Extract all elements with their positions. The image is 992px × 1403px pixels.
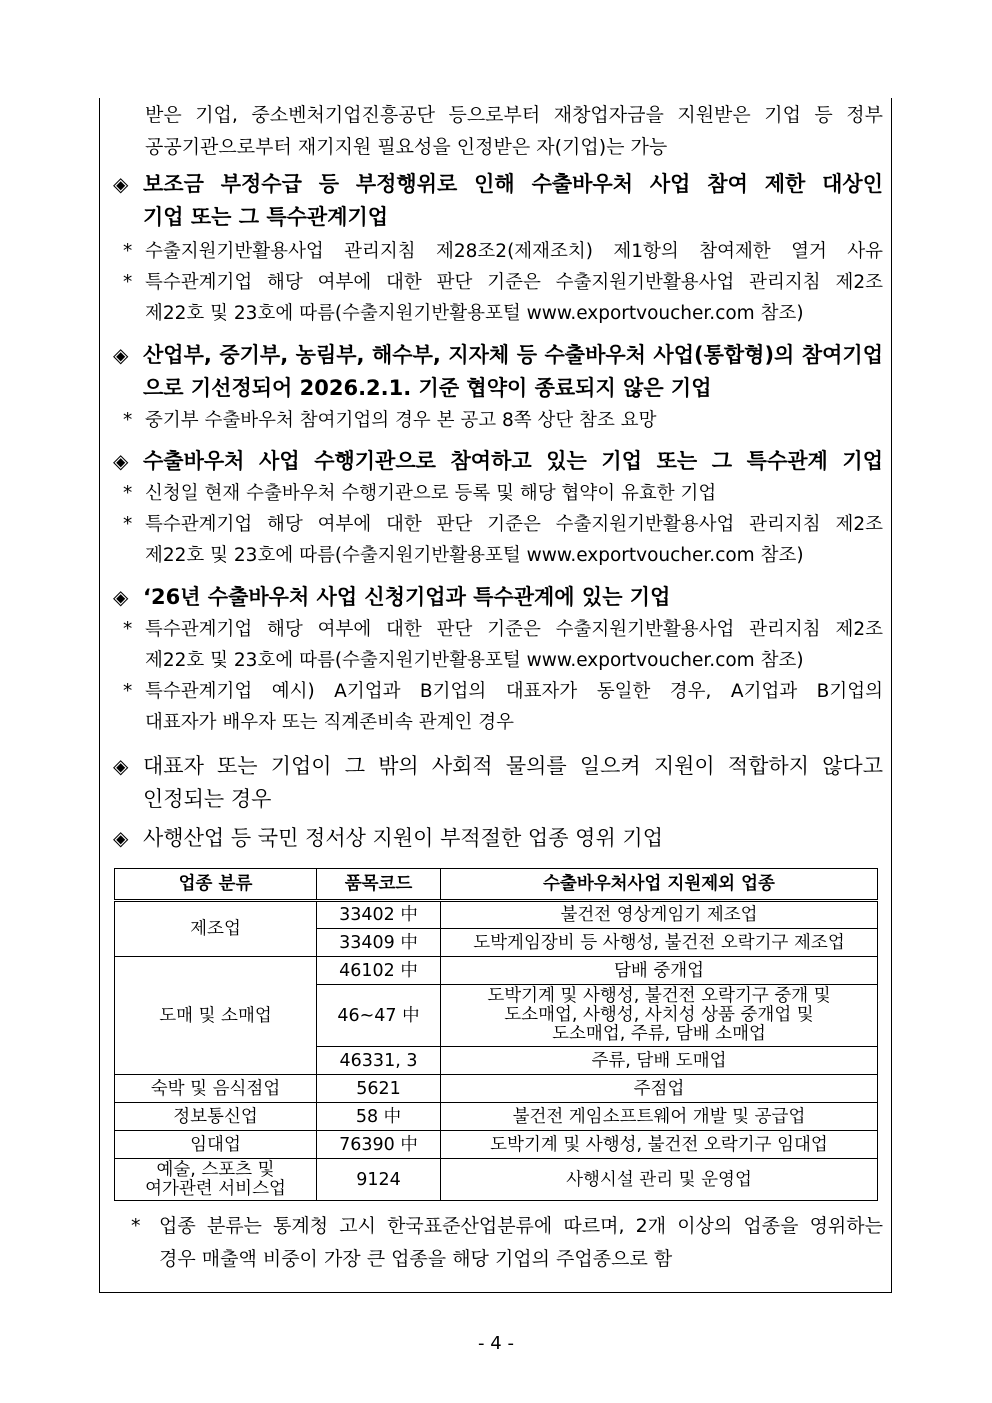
- item-note: 특수관계기업 해당 여부에 대한 판단 기준은 수출지원기반활용사업 관리지침 제2조: [145, 514, 883, 535]
- diamond-bullet-icon: ◈: [113, 585, 129, 609]
- category-cell: [115, 1159, 317, 1201]
- category-cell: 도매 및 소매업: [115, 957, 317, 1075]
- category-cell: 정보통신업: [115, 1103, 317, 1131]
- item-note: 제22호 및 23호에 따름(수출지원기반활용포털 www.exportvoucher.com 참조): [145, 545, 804, 566]
- excluded-industries-table: [114, 868, 878, 1201]
- exclusion-item-1: [113, 168, 883, 329]
- continuation-text: [113, 99, 883, 163]
- code-cell: 33409 中: [317, 929, 441, 957]
- item-heading: 기업 또는 그 특수관계기업: [143, 205, 389, 229]
- item-heading: 대표자 또는 기업이 그 밖의 사회적 물의를 일으켜 지원이 적합하지 않다고: [143, 754, 883, 778]
- diamond-bullet-icon: ◈: [113, 343, 129, 367]
- diamond-bullet-icon: ◈: [113, 826, 129, 850]
- footnote-line: 경우 매출액 비중이 가장 큰 업종을 해당 기업의 주업종으로 함: [159, 1248, 673, 1270]
- item-heading: 산업부, 중기부, 농림부, 해수부, 지자체 등 수출바우처 사업(통합형)의 참여기업: [143, 343, 883, 367]
- code-cell: 76390 中: [317, 1131, 441, 1159]
- desc-cell: 도박기계 및 사행성, 불건전 오락기구 임대업: [441, 1131, 878, 1159]
- code-cell: 58 中: [317, 1103, 441, 1131]
- diamond-bullet-icon: ◈: [113, 754, 129, 778]
- item-heading: 수출바우처 사업 수행기관으로 참여하고 있는 기업 또는 그 특수관계 기업: [143, 449, 883, 473]
- star-bullet-icon: *: [123, 241, 133, 262]
- footnote-line: 업종 분류는 통계청 고시 한국표준산업분류에 따르며, 2개 이상의 업종을 영위하는: [159, 1215, 883, 1237]
- star-bullet-icon: *: [123, 272, 133, 293]
- item-heading: 인정되는 경우: [143, 787, 272, 811]
- item-note: 신청일 현재 수출바우처 수행기관으로 등록 및 해당 협약이 유효한 기업: [145, 483, 717, 504]
- diamond-bullet-icon: ◈: [113, 449, 129, 473]
- item-note: 제22호 및 23호에 따름(수출지원기반활용포털 www.exportvoucher.com 참조): [145, 650, 804, 671]
- item-note: 대표자가 배우자 또는 직계존비속 관계인 경우: [145, 712, 514, 733]
- table-header-cell: 수출바우처사업 지원제외 업종: [441, 869, 878, 901]
- category-line: 여가관련 서비스업: [145, 1178, 286, 1199]
- desc-line: 도소매업, 사행성, 사치성 상품 중개업 및: [504, 1005, 814, 1025]
- desc-cell: [441, 985, 878, 1047]
- page-number: - 4 -: [478, 1333, 514, 1354]
- star-bullet-icon: *: [123, 681, 133, 702]
- star-bullet-icon: *: [123, 619, 133, 640]
- star-bullet-icon: *: [131, 1215, 141, 1237]
- text-line: 받은 기업, 중소벤처기업진흥공단 등으로부터 재창업자금을 지원받은 기업 등 정부: [145, 104, 883, 126]
- item-note: 수출지원기반활용사업 관리지침 제28조2(제재조치) 제1항의 참여제한 열거 사유: [145, 241, 883, 262]
- table-header-cell: 품목코드: [317, 869, 441, 901]
- code-cell: 9124: [317, 1159, 441, 1201]
- code-cell: 5621: [317, 1075, 441, 1103]
- item-heading: 보조금 부정수급 등 부정행위로 인해 수출바우처 사업 참여 제한 대상인: [143, 172, 883, 196]
- code-cell: 33402 中: [317, 901, 441, 929]
- exclusion-item-4: [113, 581, 883, 738]
- item-note: 제22호 및 23호에 따름(수출지원기반활용포털 www.exportvoucher.com 참조): [145, 303, 804, 324]
- desc-cell: 도박게임장비 등 사행성, 불건전 오락기구 제조업: [441, 929, 878, 957]
- table-row: [115, 1075, 878, 1103]
- item-heading: 사행산업 등 국민 정서상 지원이 부적절한 업종 영위 기업: [143, 826, 663, 850]
- table-header-row: [115, 869, 878, 901]
- desc-cell: 담배 중개업: [441, 957, 878, 985]
- diamond-bullet-icon: ◈: [113, 172, 129, 196]
- table-footnote: [113, 1210, 883, 1276]
- exclusion-item-6: [113, 822, 883, 855]
- exclusion-item-2: [113, 339, 883, 436]
- table-row: [115, 1103, 878, 1131]
- star-bullet-icon: *: [123, 483, 133, 504]
- item-note: 중기부 수출바우처 참여기업의 경우 본 공고 8쪽 상단 참조 요망: [145, 410, 657, 431]
- desc-line: 도박기계 및 사행성, 불건전 오락기구 중개 및: [487, 986, 831, 1006]
- desc-cell: 불건전 게임소프트웨어 개발 및 공급업: [441, 1103, 878, 1131]
- category-cell: 제조업: [115, 901, 317, 957]
- item-note: 특수관계기업 해당 여부에 대한 판단 기준은 수출지원기반활용사업 관리지침 제2조: [145, 619, 883, 640]
- exclusion-item-3: [113, 445, 883, 571]
- table-row: [115, 1159, 878, 1201]
- category-line: 예술, 스포츠 및: [156, 1159, 275, 1180]
- code-cell: 46331, 3: [317, 1047, 441, 1075]
- desc-cell: 불건전 영상게임기 제조업: [441, 901, 878, 929]
- item-heading: 으로 기선정되어 2026.2.1. 기준 협약이 종료되지 않은 기업: [143, 376, 712, 400]
- table-row: [115, 1131, 878, 1159]
- desc-line: 도소매업, 주류, 담배 소매업: [552, 1024, 766, 1044]
- item-heading: ‘26년 수출바우처 사업 신청기업과 특수관계에 있는 기업: [143, 585, 671, 609]
- star-bullet-icon: *: [123, 410, 133, 431]
- table-row: [115, 901, 878, 929]
- table-header-cell: 업종 분류: [115, 869, 317, 901]
- item-note: 특수관계기업 해당 여부에 대한 판단 기준은 수출지원기반활용사업 관리지침 제2조: [145, 272, 883, 293]
- star-bullet-icon: *: [123, 514, 133, 535]
- category-cell: 임대업: [115, 1131, 317, 1159]
- text-line: 공공기관으로부터 재기지원 필요성을 인정받은 자(기업)는 가능: [145, 136, 668, 158]
- code-cell: 46102 中: [317, 957, 441, 985]
- table-row: [115, 957, 878, 985]
- exclusion-item-5: [113, 750, 883, 816]
- desc-cell: 주점업: [441, 1075, 878, 1103]
- code-cell: 46~47 中: [317, 985, 441, 1047]
- item-note: 특수관계기업 예시) A기업과 B기업의 대표자가 동일한 경우, A기업과 B기업의: [145, 681, 883, 702]
- desc-cell: 사행시설 관리 및 운영업: [441, 1159, 878, 1201]
- category-cell: 숙박 및 음식점업: [115, 1075, 317, 1103]
- desc-cell: 주류, 담배 도매업: [441, 1047, 878, 1075]
